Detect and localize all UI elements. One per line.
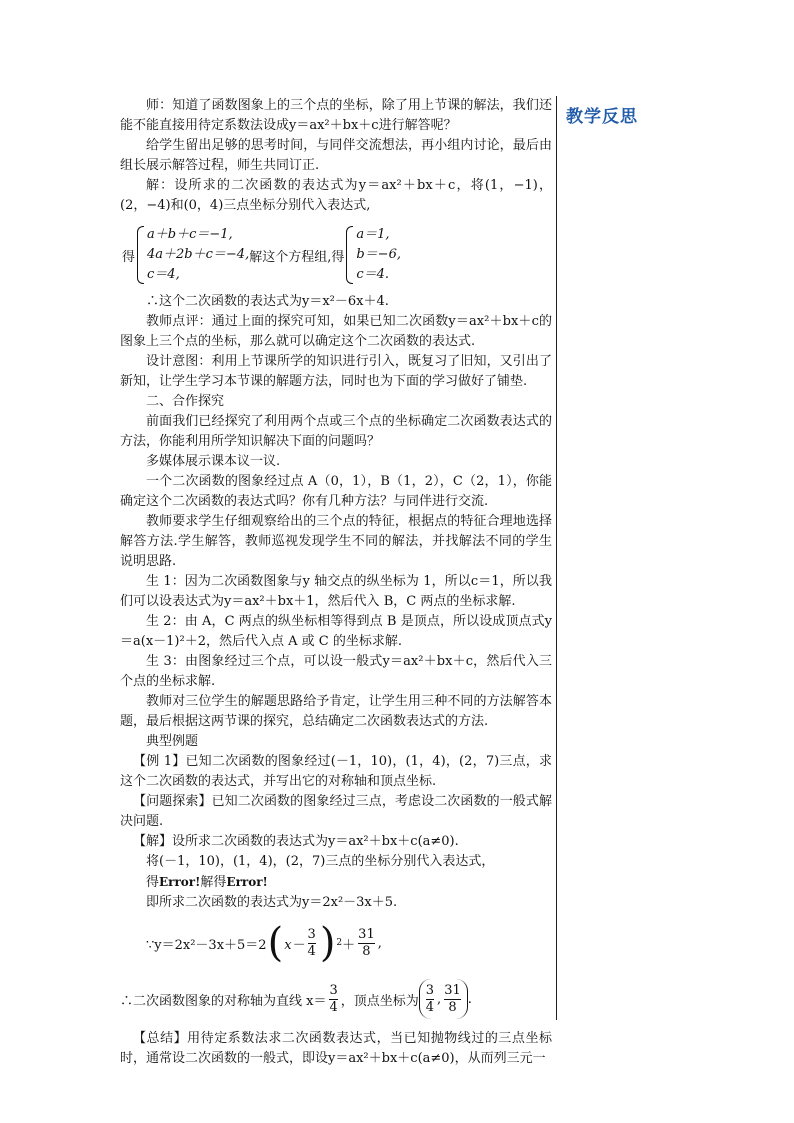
equation-system-1: [122, 224, 552, 286]
system-equations: [147, 225, 249, 285]
axis-and-vertex-line: [120, 975, 552, 1023]
left-paren-icon: (: [267, 920, 284, 966]
axis-mid: ，顶点坐标为: [340, 993, 419, 1009]
para-summary: 【总结】用待定系数法求二次函数表达式，当已知抛物线过的三点坐标时，通常设二次函数的一般式，即设y＝ax²＋bx＋c(a≠0)，从而列三元一: [120, 1031, 552, 1066]
system-sol-3: c＝4.: [356, 267, 390, 282]
para-problem-statement: 一个二次函数的图象经过点 A（0，1），B（1，2），C（2，1），你能确定这个二次函数的表达式吗？你有几种方法？与同伴进行交流.: [120, 474, 552, 509]
para-solution-setup: 解：设所求的二次函数的表达式为y＝ax²＋bx＋c，将(1，−1)，(2，−4)和(0，4)三点坐标分别代入表达式,: [120, 178, 552, 213]
para-teacher-requirement: 教师要求学生仔细观察给出的三个点的特征，根据点的特征合理地选择解答方法.学生解答，教师巡视发现学生不同的解法，并找解法不同的学生说明思路.: [120, 514, 552, 569]
left-brace-icon: [346, 226, 353, 284]
axis-tail: .: [467, 991, 472, 1007]
para-example-1: 【例 1】已知二次函数的图象经过(－1，10)，(1，4)，(2，7)三点，求这个二次函数的表达式，并写出它的对称轴和顶点坐标.: [120, 754, 552, 789]
section-heading-examples: 典型例题: [146, 734, 199, 749]
para-teacher-comment: 教师点评：通过上面的探究可知，如果已知二次函数y＝ax²＋bx＋c的图象上三个点的坐标，那么就可以确定这个二次函数的表达式.: [120, 314, 552, 349]
frac-den: 4: [329, 999, 338, 1015]
fraction-vertex-y: [444, 983, 461, 1016]
exponent: 2: [336, 938, 343, 948]
vertex-plus: ＋: [342, 937, 356, 953]
axis-lead: ∴二次函数图象的对称轴为直线 x＝: [120, 993, 327, 1009]
para-result-expression: ∴这个二次函数的表达式为y＝x²－6x＋4.: [146, 294, 389, 309]
frac-den: 4: [307, 943, 316, 959]
frac-num: 3: [307, 926, 316, 942]
error-lead: 得: [146, 875, 160, 890]
vertex-lhs: ∵y＝2x²－3x＋5＝2: [146, 937, 267, 953]
system-solutions: [356, 225, 401, 285]
frac-den: 8: [448, 999, 457, 1015]
para-teacher-affirm: 教师对三位学生的解题思路给予肯定，让学生用三种不同的方法解答本题，最后根据这两节课的探究，总结确定二次函数表达式的方法.: [120, 694, 552, 729]
para-solution-start: 【解】设所求二次函数的表达式为y＝ax²＋bx＋c(a≠0).: [133, 834, 459, 849]
system-sol-1: a＝1,: [356, 227, 390, 242]
section-heading-cooperative: 二、合作探究: [146, 394, 225, 409]
vertex-form-equation: [120, 917, 552, 969]
system-mid-text: 解这个方程组,得: [249, 249, 345, 265]
para-problem-exploration: 【问题探索】已知二次函数的图象经过三点，考虑设二次函数的一般式解决问题.: [120, 794, 552, 829]
para-error-line: [120, 872, 552, 893]
para-student-1: 生 1：因为二次函数图象与y 轴交点的纵坐标为 1，所以c＝1，所以我们可以设表达式为y＝ax²＋bx＋1，然后代入 B，C 两点的坐标求解.: [120, 574, 552, 609]
para-thinking-time: 给学生留出足够的思考时间，与同伴交流想法，再小组内讨论，最后由组长展示解答过程，师生共同订正.: [120, 138, 552, 173]
frac-num: 31: [444, 982, 461, 998]
error-text-1: Error!: [159, 875, 201, 889]
system-eq-1: a＋b＋c＝−1,: [147, 227, 233, 242]
fraction-three-quarters: [308, 927, 316, 960]
error-mid: 解得: [200, 875, 227, 890]
para-teacher-question: 师：知道了函数图象上的三个点的坐标，除了用上节课的解法，我们还能不能直接用待定系数法设成y＝ax²＋bx＋c进行解答呢？: [120, 98, 552, 133]
frac-den: 4: [425, 999, 435, 1015]
para-substitute: 将(－1，10)，(1，4)，(2，7)三点的坐标分别代入表达式，: [146, 854, 495, 869]
frac-num: 31: [358, 926, 375, 942]
column-divider: [556, 96, 557, 1020]
system-lead: 得: [122, 249, 136, 265]
para-previous-exploration: 前面我们已经探究了利用两个点或三个点的坐标确定二次函数表达式的方法，你能利用所学知识解决下面的问题吗？: [120, 414, 552, 449]
frac-num: 3: [425, 982, 435, 998]
coord-comma: ,: [437, 991, 442, 1007]
fraction-31-8: [358, 927, 375, 960]
para-student-2: 生 2：由 A，C 两点的纵坐标相等得到点 B 是顶点，所以设成顶点式y＝a(x－1)²＋2，然后代入点 A 或 C 的坐标求解.: [120, 614, 552, 649]
frac-den: 8: [362, 943, 371, 959]
para-multimedia: 多媒体展示课本议一议.: [146, 454, 281, 469]
frac-num: 3: [329, 982, 338, 998]
para-student-3: 生 3：由图象经过三个点，可以设一般式y＝ax²＋bx＋c，然后代入三个点的坐标求解.: [120, 654, 552, 689]
left-brace-icon: [137, 226, 144, 284]
vertex-x: x－: [284, 937, 305, 953]
system-eq-3: c＝4,: [147, 267, 180, 282]
system-sol-2: b＝−6,: [356, 247, 401, 262]
sidebar-title: 教学反思: [566, 107, 638, 127]
vertex-coordinate: [419, 979, 468, 1019]
para-final-expression: 即所求二次函数的表达式为y＝2x²－3x＋5.: [146, 895, 398, 910]
error-text-2: Error!: [226, 875, 268, 889]
system-eq-2: 4a＋2b＋c＝−4,: [147, 247, 250, 262]
para-design-intent: 设计意图：利用上节课所学的知识进行引入，既复习了旧知，又引出了新知，让学生学习本节课的解题方法，同时也为下面的学习做好了铺垫.: [120, 354, 552, 389]
main-content: [120, 96, 552, 1069]
fraction-axis: [329, 983, 337, 1016]
vertex-tail: ,: [377, 935, 382, 951]
fraction-vertex-x: [426, 983, 434, 1016]
right-paren-icon: ): [319, 920, 336, 966]
